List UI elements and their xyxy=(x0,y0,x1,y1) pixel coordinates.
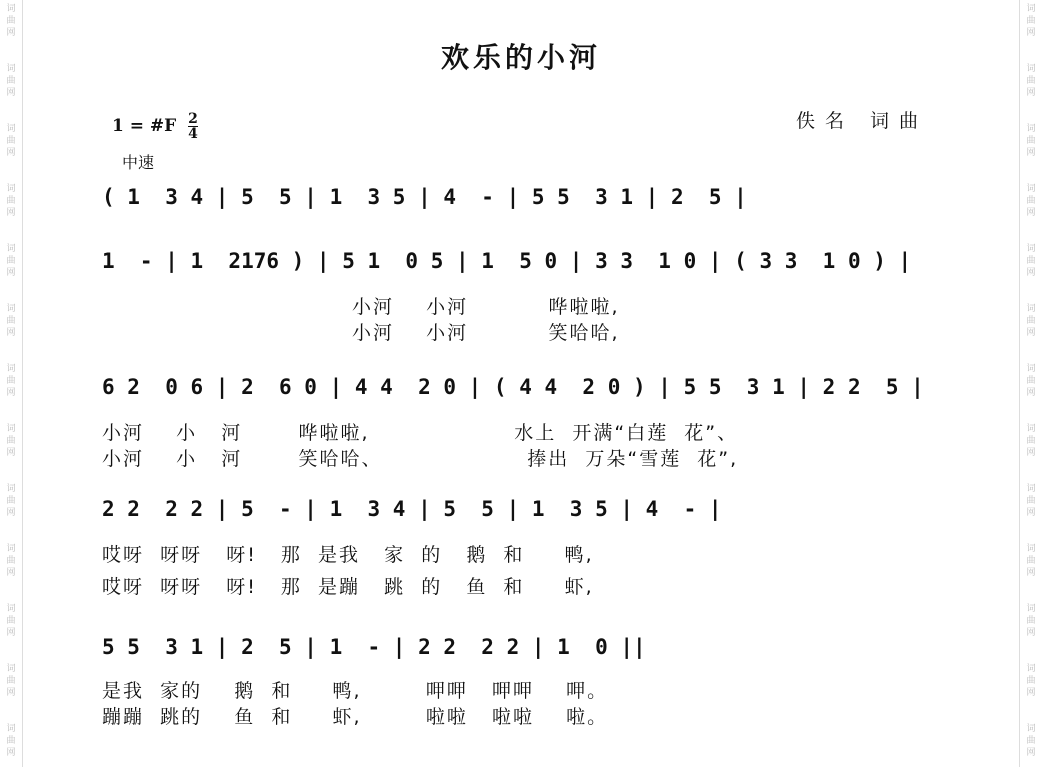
watermark-glyph: 网 xyxy=(6,688,16,698)
score-line: 6 2 0 6 | 2 6 0 | 4 4 2 0 | ( 4 4 2 0 ) | 5 5 3 1 | 2 2 5 | xyxy=(102,375,924,399)
watermark-glyph: 词 xyxy=(6,544,16,554)
watermark-glyph: 网 xyxy=(1026,508,1036,518)
watermark-glyph: 词 xyxy=(1026,424,1036,434)
watermark-glyph: 曲 xyxy=(6,556,16,566)
watermark-glyph: 曲 xyxy=(1026,556,1036,566)
lyric-line-2-verse-1: 小河 小河 哗啦啦, xyxy=(352,296,620,318)
notation-line-4 xyxy=(102,492,938,526)
watermark-glyph: 词 xyxy=(1026,4,1036,14)
score-line: 2 2 2 2 | 5 - | 1 3 4 | 5 5 | 1 3 5 | 4 - | xyxy=(102,497,722,521)
watermark-glyph: 曲 xyxy=(1026,736,1036,746)
notation-line-2 xyxy=(102,244,938,278)
watermark-glyph: 曲 xyxy=(6,16,16,26)
watermark-glyph: 词 xyxy=(1026,364,1036,374)
watermark-glyph: 曲 xyxy=(1026,676,1036,686)
watermark-glyph: 曲 xyxy=(1026,496,1036,506)
watermark-glyph: 词 xyxy=(6,424,16,434)
watermark-glyph: 曲 xyxy=(1026,436,1036,446)
watermark-glyph: 词 xyxy=(6,664,16,674)
time-signature-bottom: 4 xyxy=(188,126,198,142)
watermark-glyph: 网 xyxy=(1026,388,1036,398)
watermark-glyph: 网 xyxy=(6,388,16,398)
lyric-line-3-verse-2: 小河 小 河 笑哈哈、 捧出 万朵“雪莲 花”, xyxy=(102,448,739,470)
watermark-glyph: 曲 xyxy=(6,436,16,446)
watermark-glyph: 词 xyxy=(1026,64,1036,74)
watermark-glyph: 网 xyxy=(1026,148,1036,158)
watermark-glyph: 网 xyxy=(6,568,16,578)
watermark-glyph: 词 xyxy=(6,124,16,134)
watermark-glyph: 网 xyxy=(6,268,16,278)
watermark-glyph: 网 xyxy=(6,28,16,38)
watermark-glyph: 词 xyxy=(6,184,16,194)
watermark-glyph: 曲 xyxy=(1026,376,1036,386)
notation-line-5 xyxy=(102,630,938,664)
watermark-glyph: 网 xyxy=(1026,208,1036,218)
time-signature xyxy=(188,112,198,141)
watermark-glyph: 曲 xyxy=(1026,196,1036,206)
watermark-glyph: 网 xyxy=(1026,628,1036,638)
watermark-glyph: 词 xyxy=(1026,304,1036,314)
score-line: ( 1 3 4 | 5 5 | 1 3 5 | 4 - | 5 5 3 1 | 2 5 | xyxy=(102,185,747,209)
watermark-glyph: 词 xyxy=(1026,544,1036,554)
watermark-glyph: 词 xyxy=(1026,124,1036,134)
watermark-glyph: 曲 xyxy=(6,676,16,686)
watermark-glyph: 网 xyxy=(6,148,16,158)
watermark-glyph: 曲 xyxy=(1026,256,1036,266)
watermark-glyph: 网 xyxy=(1026,448,1036,458)
lyric-line-3-verse-1: 小河 小 河 哗啦啦, 水上 开满“白莲 花”、 xyxy=(102,422,739,444)
watermark-glyph: 词 xyxy=(6,4,16,14)
watermark-glyph: 词 xyxy=(1026,184,1036,194)
watermark-glyph: 曲 xyxy=(1026,136,1036,146)
watermark-glyph: 曲 xyxy=(6,316,16,326)
watermark-glyph: 词 xyxy=(1026,484,1036,494)
right-watermark-strip xyxy=(1019,0,1042,767)
time-signature-top: 2 xyxy=(188,111,198,127)
watermark-glyph: 曲 xyxy=(1026,616,1036,626)
watermark-glyph: 网 xyxy=(1026,748,1036,758)
author-credit: 佚名 词曲 xyxy=(796,110,929,132)
watermark-glyph: 词 xyxy=(1026,604,1036,614)
watermark-glyph: 网 xyxy=(1026,268,1036,278)
watermark-glyph: 曲 xyxy=(6,616,16,626)
watermark-glyph: 网 xyxy=(1026,688,1036,698)
left-watermark-strip xyxy=(0,0,23,767)
watermark-glyph: 词 xyxy=(1026,664,1036,674)
watermark-glyph: 网 xyxy=(6,508,16,518)
key-signature xyxy=(112,112,198,141)
watermark-glyph: 曲 xyxy=(1026,16,1036,26)
score-line: 1 - | 1 2176 ) | 5 1 0 5 | 1 5 0 | 3 3 1 0 | ( 3 3 1 0 ) | xyxy=(102,249,912,273)
watermark-glyph: 词 xyxy=(6,244,16,254)
watermark-glyph: 网 xyxy=(6,328,16,338)
lyric-line-5-verse-2: 蹦蹦 跳的 鱼 和 虾, 啦啦 啦啦 啦。 xyxy=(102,706,609,728)
watermark-glyph: 曲 xyxy=(6,196,16,206)
watermark-glyph: 网 xyxy=(6,448,16,458)
watermark-glyph: 网 xyxy=(1026,88,1036,98)
watermark-glyph: 网 xyxy=(6,748,16,758)
watermark-glyph: 网 xyxy=(6,628,16,638)
watermark-glyph: 曲 xyxy=(6,376,16,386)
watermark-glyph: 词 xyxy=(6,64,16,74)
watermark-glyph: 曲 xyxy=(6,76,16,86)
lyric-line-4-verse-1: 哎呀 呀呀 呀! 那 是我 家 的 鹅 和 鸭, xyxy=(102,544,594,566)
watermark-glyph: 网 xyxy=(6,88,16,98)
watermark-glyph: 网 xyxy=(1026,28,1036,38)
watermark-glyph: 词 xyxy=(1026,724,1036,734)
watermark-glyph: 词 xyxy=(6,604,16,614)
lyric-line-5-verse-1: 是我 家的 鹅 和 鸭, 呷呷 呷呷 呷。 xyxy=(102,680,609,702)
tempo-marking: 中速 xyxy=(122,153,155,172)
lyric-line-4-verse-2: 哎呀 呀呀 呀! 那 是蹦 跳 的 鱼 和 虾, xyxy=(102,576,594,598)
watermark-glyph: 曲 xyxy=(6,136,16,146)
watermark-glyph: 词 xyxy=(6,724,16,734)
watermark-glyph: 词 xyxy=(1026,244,1036,254)
watermark-glyph: 词 xyxy=(6,484,16,494)
watermark-glyph: 曲 xyxy=(6,496,16,506)
watermark-glyph: 曲 xyxy=(1026,76,1036,86)
song-title: 欢乐的小河 xyxy=(440,41,601,74)
key-text: 1 = #F xyxy=(112,116,177,136)
watermark-glyph: 曲 xyxy=(6,256,16,266)
watermark-glyph: 网 xyxy=(6,208,16,218)
score-line: 5 5 3 1 | 2 5 | 1 - | 2 2 2 2 | 1 0 || xyxy=(102,635,646,659)
watermark-glyph: 词 xyxy=(6,364,16,374)
watermark-glyph: 词 xyxy=(6,304,16,314)
watermark-glyph: 网 xyxy=(1026,568,1036,578)
notation-line-1 xyxy=(102,180,938,214)
watermark-glyph: 曲 xyxy=(6,736,16,746)
watermark-glyph: 曲 xyxy=(1026,316,1036,326)
watermark-glyph: 网 xyxy=(1026,328,1036,338)
lyric-line-2-verse-2: 小河 小河 笑哈哈, xyxy=(352,322,620,344)
notation-line-3 xyxy=(102,370,938,404)
